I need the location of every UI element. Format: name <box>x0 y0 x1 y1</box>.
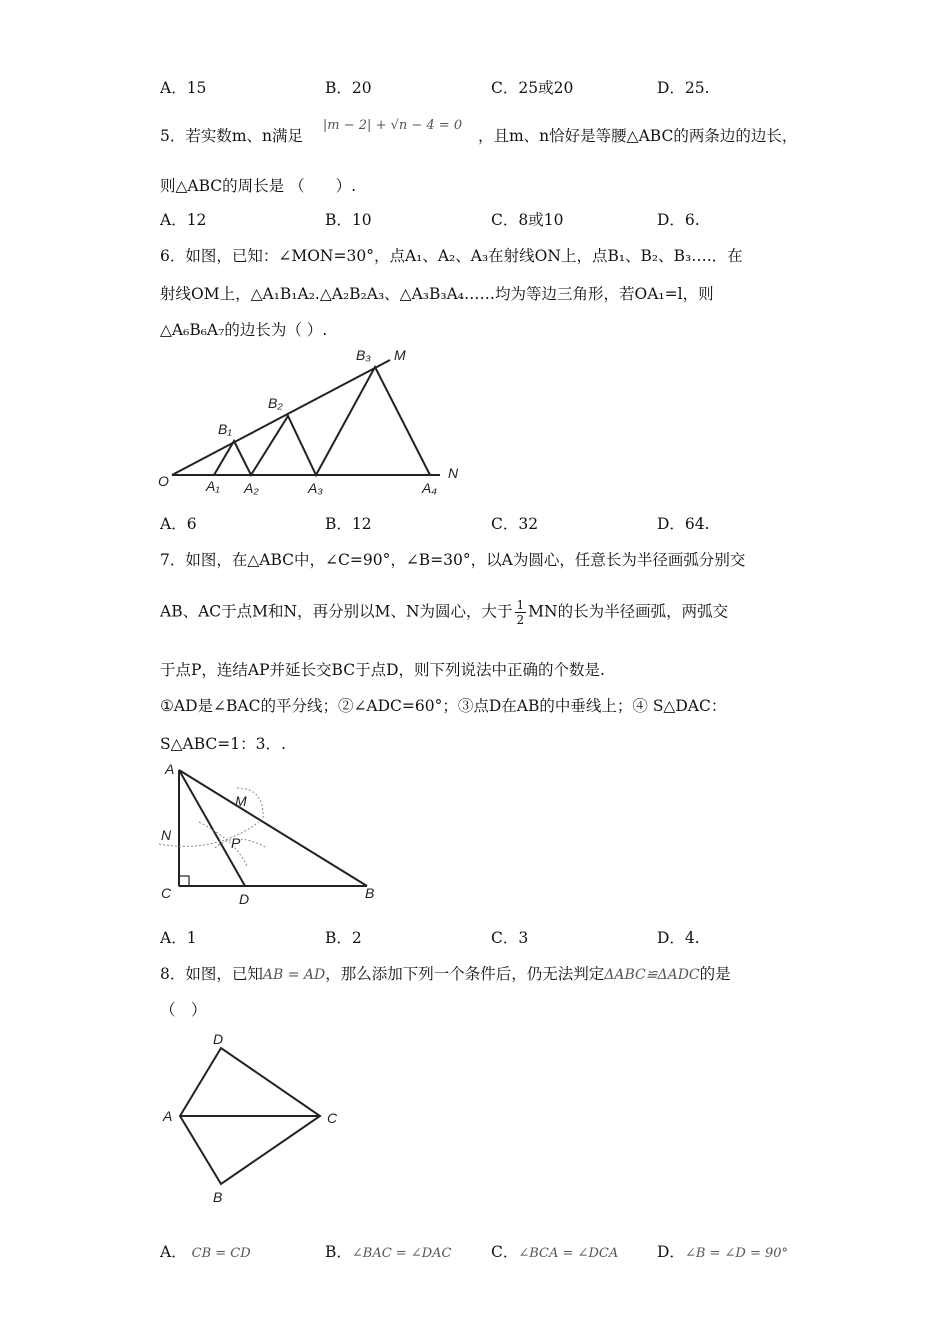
q7-figure <box>155 758 385 908</box>
q7-line3: 于点P，连结AP并延长交BC于点D，则下列说法中正确的个数是. <box>160 661 605 679</box>
q5-line2: 则△ABC的周长是 （ ）. <box>160 177 357 195</box>
q4-options <box>160 76 800 98</box>
q6-option-c[interactable]: C．32 <box>491 515 539 533</box>
label-c: C <box>327 1110 338 1126</box>
q7-option-c[interactable]: C．3 <box>491 929 529 947</box>
q5-option-d[interactable]: D．6. <box>657 211 700 229</box>
label-b: B <box>213 1189 223 1205</box>
q8-option-d[interactable] <box>657 1240 788 1262</box>
q8-line2: （ ） <box>160 1001 207 1019</box>
q8-option-b[interactable] <box>325 1240 451 1262</box>
q7-options <box>160 926 800 948</box>
q7-line5: S△ABC=1：3．. <box>160 735 286 753</box>
q7-option-a[interactable]: A．1 <box>160 929 197 947</box>
label-a4: A₄ <box>422 480 437 496</box>
q7-option-d[interactable]: D．4. <box>657 929 700 947</box>
q8-option-b-label: B． <box>325 1243 352 1261</box>
label-d: D <box>213 1031 224 1047</box>
q5-text-end: ，且m、n恰好是等腰△ABC的两条边的边长， <box>477 127 798 145</box>
q4-option-d[interactable]: D．25. <box>657 79 710 97</box>
q8-line1-start: 8．如图，已知 <box>160 965 263 983</box>
q5-option-b[interactable]: B．10 <box>325 211 372 229</box>
q8-option-d-label: D． <box>657 1243 685 1261</box>
q8-option-a-math: CB = CD <box>191 1246 251 1261</box>
q6-option-d[interactable]: D．64. <box>657 515 710 533</box>
q8-line1-mid: ，那么添加下列一个条件后，仍无法判定 <box>325 965 605 983</box>
q8-given: AB = AD <box>262 967 326 983</box>
q8-option-a-label: A． <box>160 1243 187 1261</box>
q6-figure <box>150 340 480 500</box>
label-m: M <box>235 793 247 809</box>
q5-formula: |m − 2| + √n − 4 = 0 <box>322 118 463 133</box>
label-c: C <box>161 885 172 901</box>
label-n: N <box>161 827 172 843</box>
q5-option-c[interactable]: C．8或10 <box>491 211 564 229</box>
label-a: A <box>163 1108 173 1124</box>
q8-option-b-math: ∠BAC = ∠DAC <box>351 1246 452 1261</box>
q5-text-start: 5．若实数m、n满足 <box>160 127 304 145</box>
q6-option-b[interactable]: B．12 <box>325 515 372 533</box>
q8-option-c[interactable] <box>491 1240 618 1262</box>
q8-option-c-math: ∠BCA = ∠DCA <box>518 1246 619 1261</box>
q8-target: ΔABC≌ΔADC <box>604 967 700 983</box>
label-p: P <box>231 835 241 851</box>
ray-om <box>172 360 390 475</box>
q8-options <box>160 1240 800 1262</box>
q7-fraction <box>515 598 527 627</box>
q8-line1 <box>160 962 731 984</box>
q6-line3: △A₆B₆A₇的边长为（ ）. <box>160 321 328 339</box>
q4-option-a[interactable]: A．15 <box>160 79 207 97</box>
label-a: A <box>165 761 175 777</box>
q5-options <box>160 208 800 230</box>
q7-frac-den: 2 <box>516 613 525 627</box>
q8-option-c-label: C． <box>491 1243 519 1261</box>
q6-options <box>160 512 800 534</box>
label-b2: B₂ <box>268 395 283 411</box>
q4-option-b[interactable]: B．20 <box>325 79 372 97</box>
q6-line2: 射线OM上，△A₁B₁A₂.△A₂B₂A₃、△A₃B₃A₄……均为等边三角形，若OA₁=l，则 <box>160 285 714 303</box>
q6-line1: 6．如图，已知：∠MON=30°，点A₁、A₂、A₃在射线ON上，点B₁、B₂、B₃….．在 <box>160 247 743 265</box>
q8-line1-end: 的是 <box>699 965 731 983</box>
q4-option-c[interactable]: C．25或20 <box>491 79 574 97</box>
q5-option-a[interactable]: A．12 <box>160 211 207 229</box>
q7-line2-start: AB、AC于点M和N，再分别以M、N为圆心，大于 <box>160 602 513 621</box>
label-o: O <box>158 473 169 489</box>
label-m: M <box>394 347 406 363</box>
q7-frac-num: 1 <box>516 598 525 612</box>
label-d: D <box>239 891 250 907</box>
q7-line1: 7．如图，在△ABC中，∠C=90°，∠B=30°，以A为圆心，任意长为半径画弧分别交 <box>160 551 746 569</box>
label-b3: B₃ <box>356 347 371 363</box>
label-a2: A₂ <box>244 480 259 496</box>
q8-option-d-math: ∠B = ∠D = 90° <box>684 1246 789 1261</box>
q8-figure <box>155 1026 355 1216</box>
label-b: B <box>365 885 375 901</box>
q7-line2-end: MN的长为半径画弧，两弧交 <box>528 602 729 621</box>
q7-line2 <box>160 598 728 627</box>
q7-line4: ①AD是∠BAC的平分线；②∠ADC=60°；③点D在AB的中垂线上；④ S△DAC： <box>160 697 727 715</box>
q8-option-a[interactable] <box>160 1240 251 1262</box>
q5-stem <box>160 118 798 146</box>
label-b1: B₁ <box>218 421 232 437</box>
label-a3: A₃ <box>308 480 323 496</box>
label-n: N <box>448 465 459 481</box>
q7-option-b[interactable]: B．2 <box>325 929 362 947</box>
label-a1: A₁ <box>206 478 220 494</box>
q6-option-a[interactable]: A．6 <box>160 515 197 533</box>
